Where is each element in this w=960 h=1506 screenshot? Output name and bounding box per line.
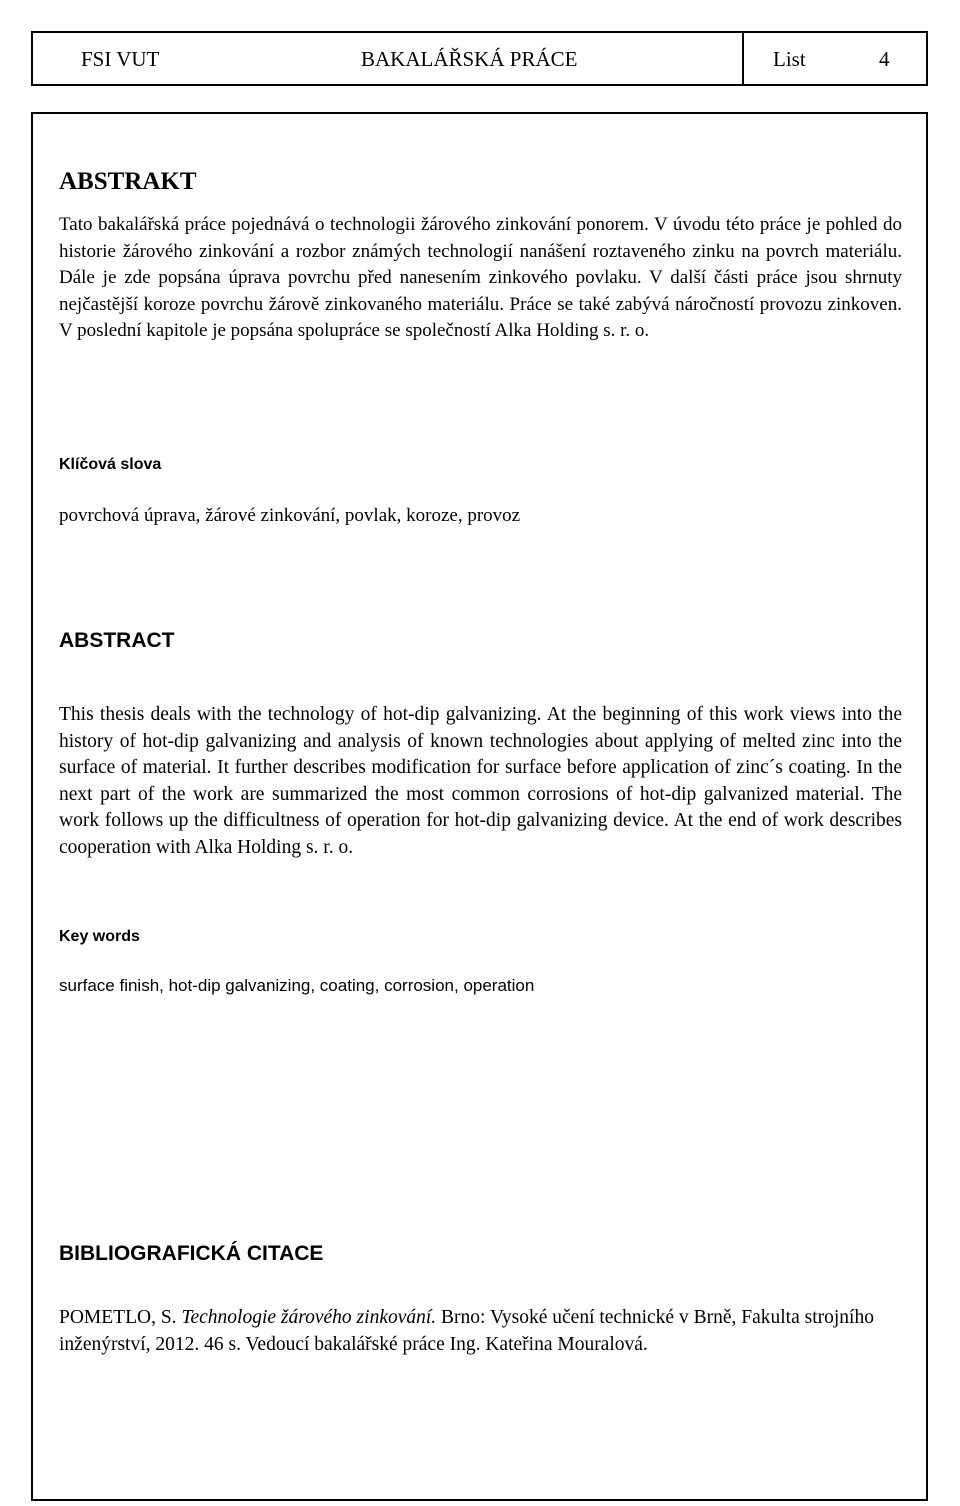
klicova-slova-heading: Klíčová slova — [59, 456, 162, 473]
abstrakt-heading: ABSTRAKT — [59, 168, 197, 195]
header-sheet-label: List — [773, 47, 806, 71]
header-divider — [742, 33, 744, 84]
klicova-slova-text: povrchová úprava, žárové zinkování, povlak, koroze, provoz — [59, 505, 521, 526]
header-doc-type: BAKALÁŘSKÁ PRÁCE — [361, 47, 578, 71]
citace-rest: Brno: Vysoké učení technické v Brně, Fakulta strojního inženýrství, 2012. 46 s. Vedoucí bakalářské práce Ing. Kateřina Mouralová. — [59, 1307, 874, 1355]
key-words-text: surface finish, hot-dip galvanizing, coating, corrosion, operation — [59, 976, 535, 995]
header-sheet-number: 4 — [879, 47, 890, 71]
key-words-heading: Key words — [59, 928, 140, 945]
header-school: FSI VUT — [81, 47, 160, 71]
citace-author: POMETLO, S. — [59, 1307, 177, 1328]
page-header — [31, 31, 928, 86]
citace-text — [59, 1304, 889, 1358]
abstrakt-text: Tato bakalářská práce pojednává o technologii žárového zinkování ponorem. V úvodu této práce je pohled do historie žárového zinkování a rozbor známých technologií nanášení roztaveného zinku na povrch materiálu. Dále je zde popsána úprava povrchu před nanesením zinkového povlaku. V další části práce jsou shrnuty nejčastější koroze povrchu žárově zinkovaného materiálu. Práce se také zabývá náročností provozu zinkoven. V poslední kapitole je popsána spolupráce se společností Alka Holding s. r. o. — [59, 214, 902, 342]
abstract-heading: ABSTRACT — [59, 629, 175, 652]
citace-heading: BIBLIOGRAFICKÁ CITACE — [59, 1242, 324, 1265]
abstract-text: This thesis deals with the technology of hot-dip galvanizing. At the beginning of this work views into the history of hot-dip galvanizing and analysis of known technologies about applying of melted zinc into the surface of material. It further describes modification for surface before application of zinc´s coating. In the next part of the work are summarized the most common corrosions of hot-dip galvanized material. The work follows up the difficultness of operation for hot-dip galvanizing device. At the end of work describes cooperation with Alka Holding s. r. o. — [59, 704, 902, 858]
citace-title: Technologie žárového zinkování. — [181, 1307, 437, 1328]
